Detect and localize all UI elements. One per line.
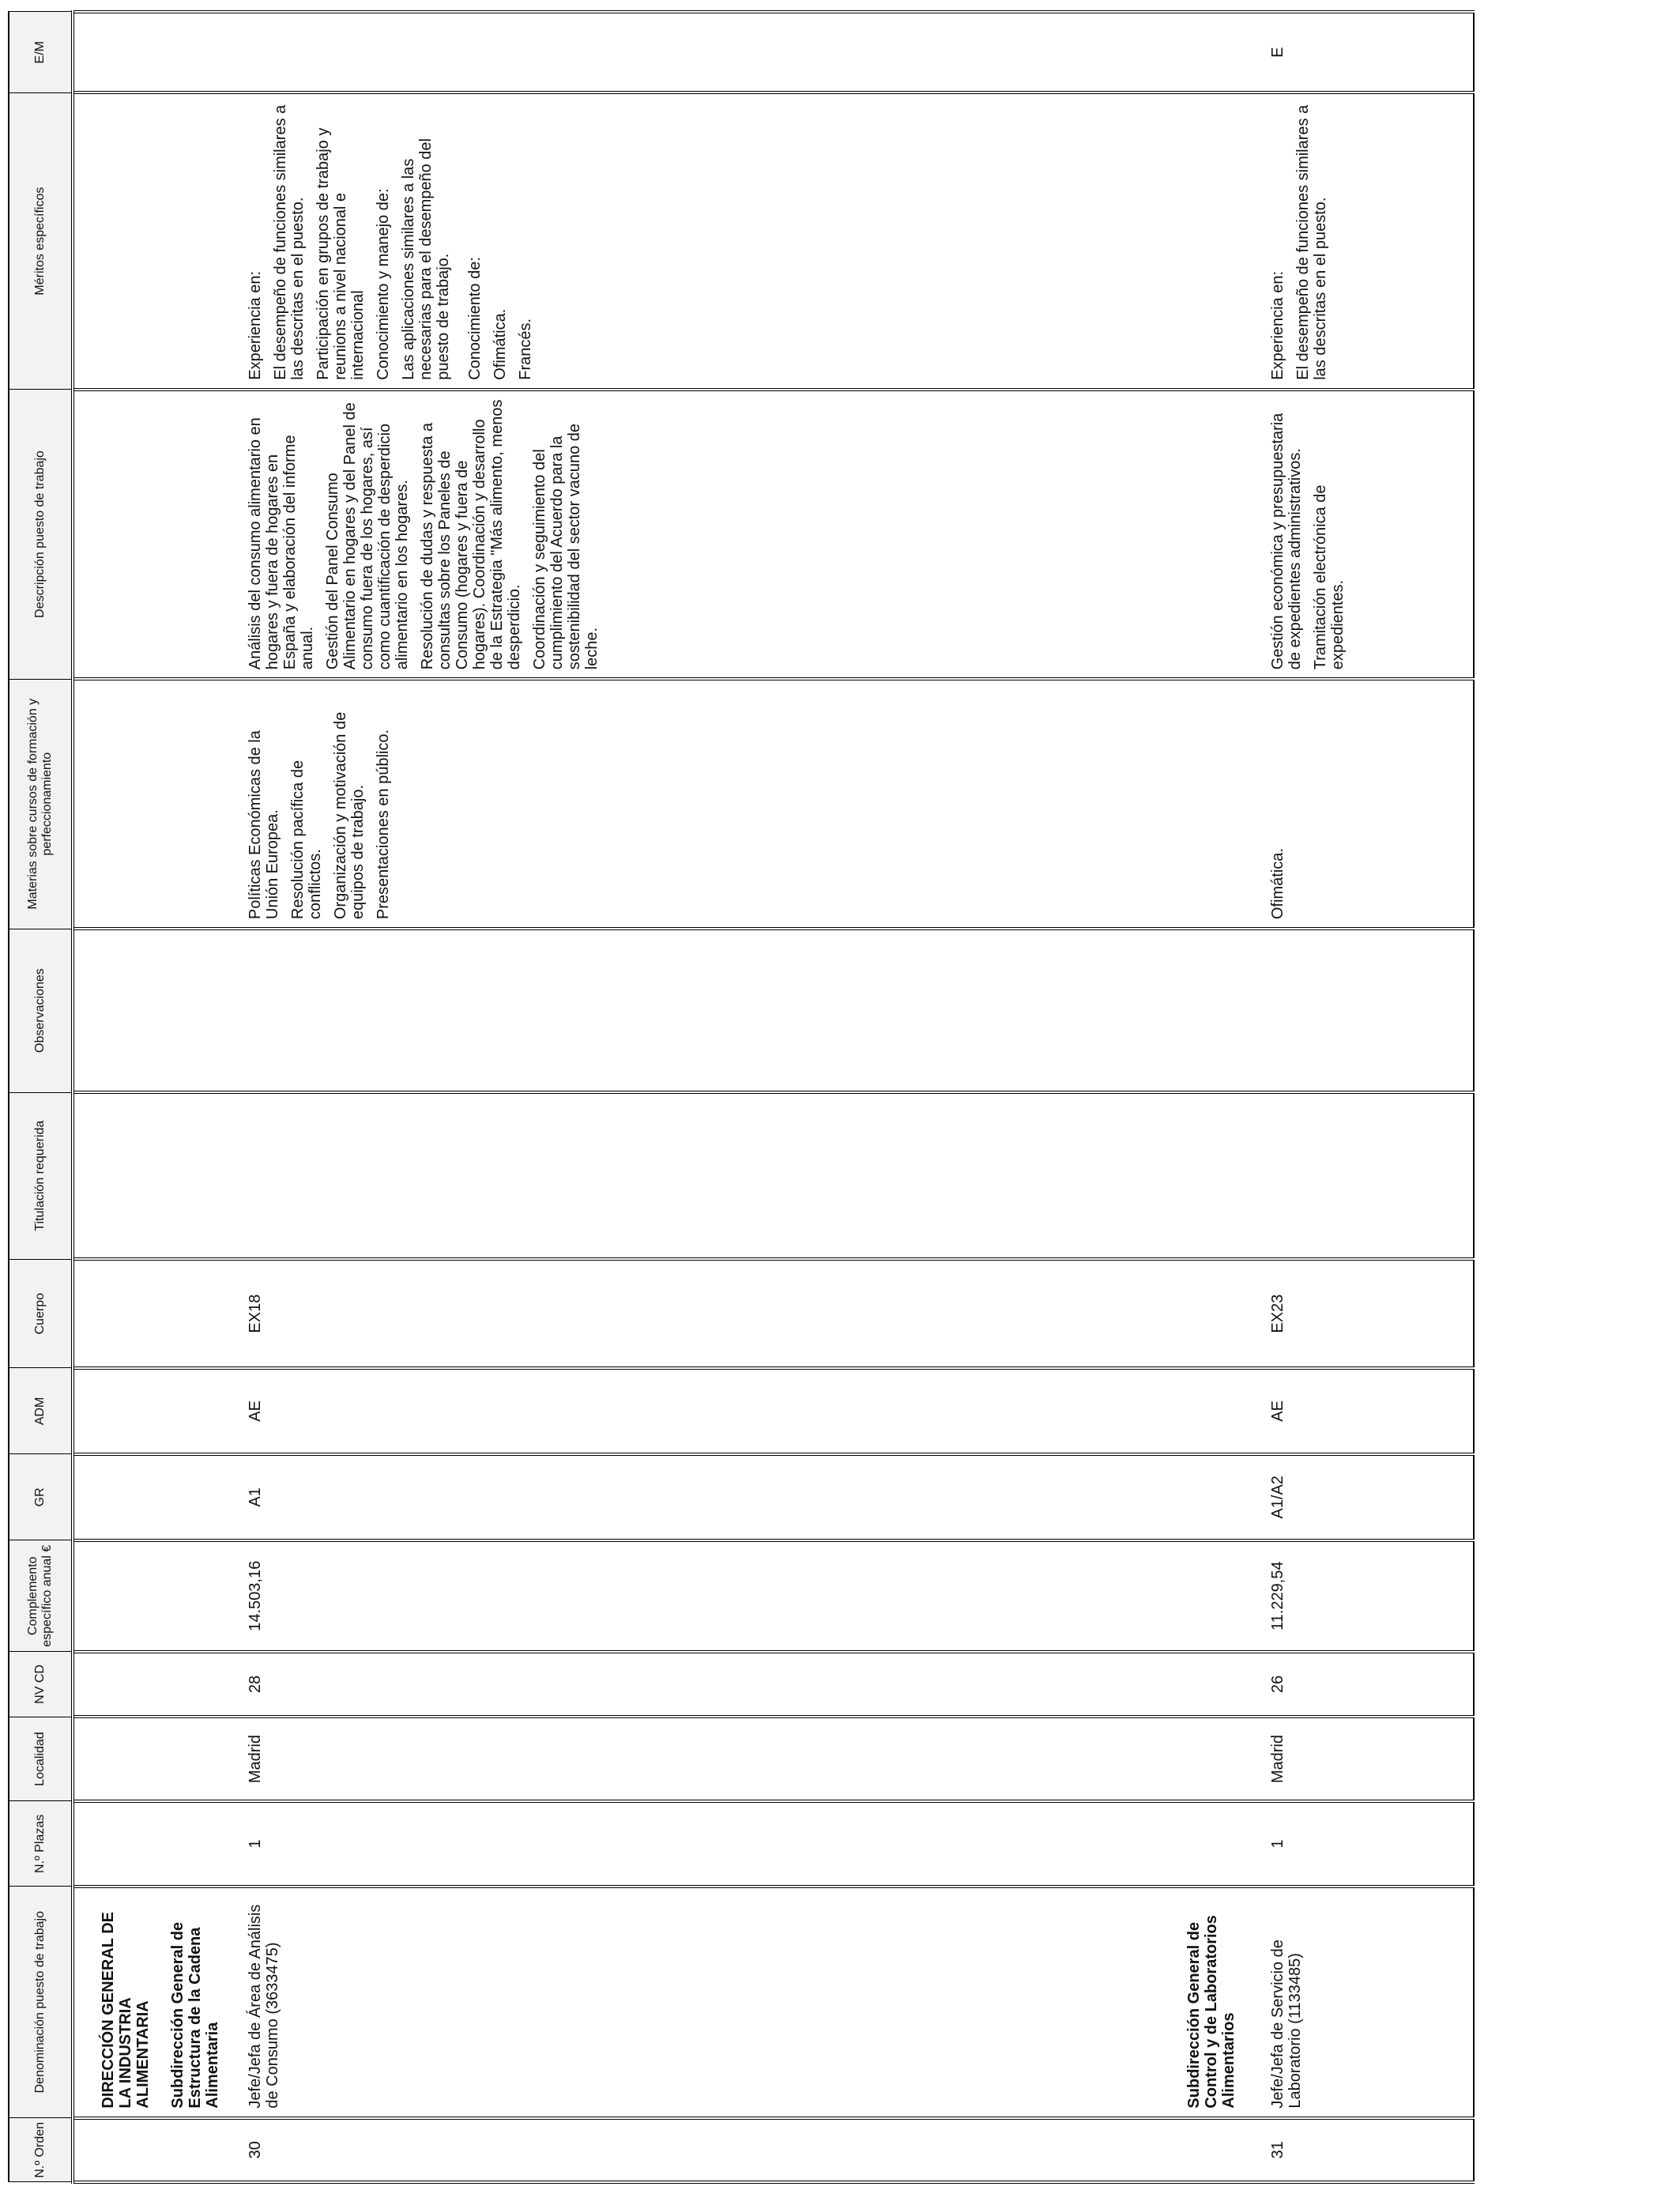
subdireccion-estructura-heading: Subdirección General de Estructura de la Cadena Alimentaria (169, 1921, 221, 2109)
materia-item: Presentaciones en público. (375, 729, 392, 920)
cell-meritos (1264, 92, 1474, 389)
cell-nivel: 26 (1264, 1652, 1474, 1717)
materia-item: Políticas Económicas de la Unión Europea. (247, 730, 281, 920)
cell-observaciones (1264, 929, 1474, 1092)
cell-orden: 30 (242, 2118, 1181, 2182)
merito-item: Ofimática. (492, 308, 509, 380)
header-orden: N.º Orden (9, 2118, 73, 2182)
cell-materias (1264, 679, 1474, 929)
cell-cuerpo: EX18 (242, 1259, 1181, 1368)
cell-adm: AE (242, 1368, 1181, 1454)
cell-grupo: A1 (242, 1454, 1181, 1540)
cell-descripcion (1264, 390, 1474, 680)
descripcion-item: Análisis del consumo alimentario en hogares y fuera de hogares en España y elaboración del informe anual. (247, 417, 316, 670)
merito-item: El desempeño de funciones similares a las descritas en el puesto. (1294, 104, 1329, 380)
positions-table (8, 10, 1475, 2184)
merito-item: Experiencia en: (247, 270, 264, 380)
cell-complemento: 14.503,16 (242, 1540, 1181, 1652)
merito-item: Las aplicaciones similares a las necesarias para el desempeño del puesto de trabajo. (400, 138, 452, 380)
header-nivel: NV CD (9, 1652, 73, 1717)
table-row (242, 12, 1181, 2182)
header-plazas: N.º Plazas (9, 1801, 73, 1887)
cell-plazas: 1 (1264, 1801, 1474, 1887)
merito-item: Francés. (517, 318, 534, 380)
section-row-control (1181, 12, 1264, 2182)
descripcion-item: Coordinación y seguimiento del cumplimiento del Acuerdo para la sostenibilidad del sector vacuno de leche. (531, 423, 601, 670)
cell-denominacion: Jefe/Jefa de Servicio de Laboratorio (1133485) (1264, 1887, 1474, 2118)
header-row (9, 12, 73, 2182)
materia-item: Ofimática. (1269, 848, 1286, 920)
cell-em: E (1264, 12, 1474, 92)
header-titulacion: Titulación requerida (9, 1092, 73, 1259)
descripcion-item: Gestión económica y presupuestaria de expedientes administrativos. (1269, 413, 1304, 670)
cell-em (242, 12, 1181, 92)
table-row (1264, 12, 1474, 2182)
cell-localidad: Madrid (1264, 1717, 1474, 1801)
section-row-direccion (73, 12, 242, 2182)
cell-nivel: 28 (242, 1652, 1181, 1717)
cell-plazas: 1 (242, 1801, 1181, 1887)
direccion-heading: DIRECCIÓN GENERAL DE LA INDUSTRIA ALIMENTARIA (100, 1912, 152, 2109)
header-cuerpo: Cuerpo (9, 1259, 73, 1368)
header-em: E/M (9, 12, 73, 92)
cell-grupo: A1/A2 (1264, 1454, 1474, 1540)
cell-localidad: Madrid (242, 1717, 1181, 1801)
cell-denominacion: Jefe/Jefa de Área de Análisis de Consumo (3633475) (242, 1887, 1181, 2118)
merito-item: El desempeño de funciones similares a las descritas en el puesto. (272, 104, 307, 380)
cell-meritos (242, 92, 1181, 389)
cell-descripcion (242, 390, 1181, 680)
header-adm: ADM (9, 1368, 73, 1454)
cell-titulacion (1264, 1092, 1474, 1259)
materia-item: Organización y motivación de equipos de trabajo. (332, 711, 367, 920)
cell-titulacion (242, 1092, 1181, 1259)
header-localidad: Localidad (9, 1717, 73, 1801)
header-grupo: GR (9, 1454, 73, 1540)
cell-materias (242, 679, 1181, 929)
merito-item: Conocimiento de: (466, 257, 484, 380)
merito-item: Conocimiento y manejo de: (375, 188, 392, 380)
header-observaciones: Observaciones (9, 929, 73, 1092)
header-descripcion: Descripción puesto de trabajo (9, 390, 73, 680)
section-headings (73, 1887, 242, 2118)
header-complemento: Complemento específico anual € (9, 1540, 73, 1652)
subdireccion-control-heading: Subdirección General de Control y de Laboratorios Alimentarios (1185, 1915, 1237, 2109)
descripcion-item: Resolución de dudas y respuesta a consultas sobre los Paneles de Consumo (hogares y fuera de hogares). Coordinación y desarrollo de la Estrategia "Más alimento, menos desperdicio. (419, 399, 523, 670)
header-denominacion: Denominación puesto de trabajo (9, 1887, 73, 2118)
cell-complemento: 11.229,54 (1264, 1540, 1474, 1652)
descripcion-item: Gestión del Panel Consumo Alimentario en hogares y del Panel de consumo fuera de los hogares, así como cuantificación de desperdicio alimentario en los hogares. (324, 402, 411, 670)
cell-observaciones (242, 929, 1181, 1092)
merito-item: Experiencia en: (1269, 270, 1286, 380)
descripcion-item: Tramitación electrónica de expedientes. (1312, 484, 1347, 670)
materia-item: Resolución pacífica de conflictos. (289, 760, 324, 920)
header-materias: Materias sobre cursos de formación y perfeccionamiento (9, 679, 73, 929)
merito-item: Participación en grupos de trabajo y reunions a nivel nacional e internacional (315, 127, 367, 380)
cell-cuerpo: EX23 (1264, 1259, 1474, 1368)
cell-adm: AE (1264, 1368, 1474, 1454)
header-meritos: Méritos específicos (9, 92, 73, 389)
cell-orden: 31 (1264, 2118, 1474, 2182)
